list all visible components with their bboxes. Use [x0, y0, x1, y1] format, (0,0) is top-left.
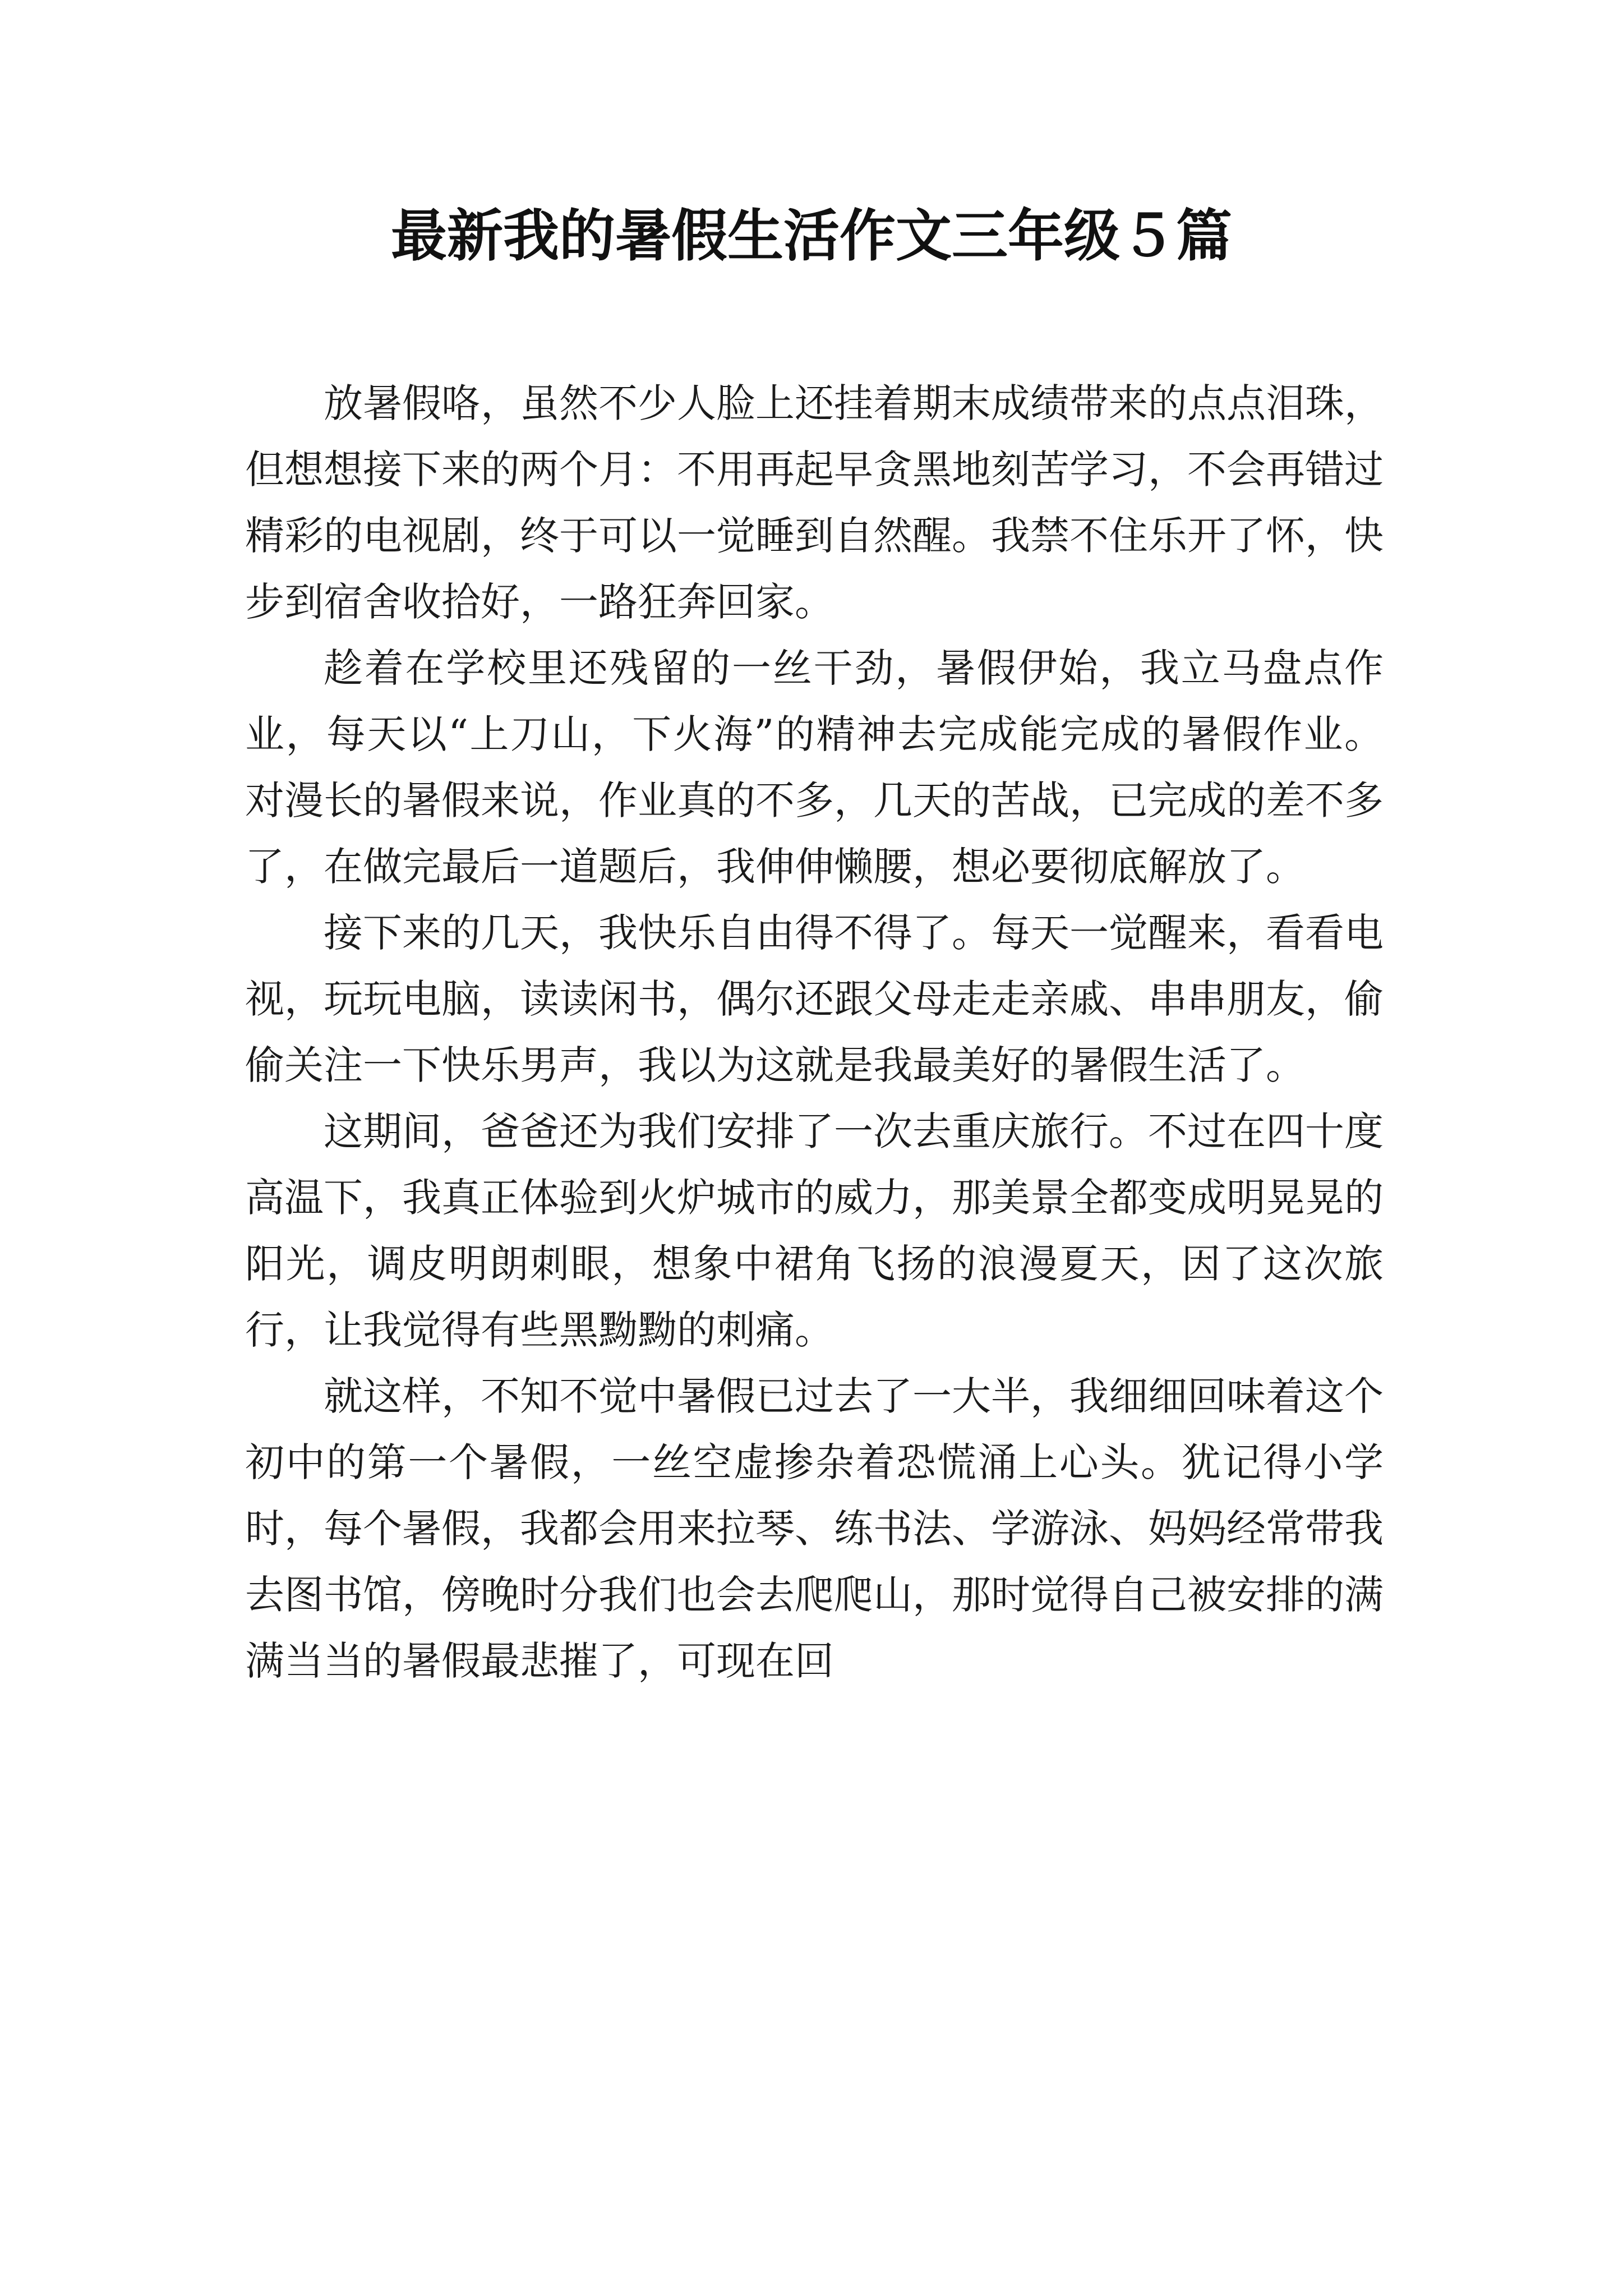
paragraph-3: 接下来的几天，我快乐自由得不得了。每天一觉醒来，看看电视，玩玩电脑，读读闲书，偶尔还跟父母走走亲戚、串串朋友，偷偷关注一下快乐男声，我以为这就是我最美好的暑假生活了。	[245, 910, 1384, 1088]
document-title: 最新我的暑假生活作文三年级５篇	[391, 203, 1232, 269]
paragraph-2: 趁着在学校里还残留的一丝干劲，暑假伊始，我立马盘点作业，每天以“上刀山，下火海”的精神去完成能完成的暑假作业。对漫长的暑假来说，作业真的不多，几天的苦战，已完成的差不多了，在做完最后一道题后，我伸伸懒腰，想必要彻底解放了。	[245, 645, 1384, 890]
paragraph-1: 放暑假咯，虽然不少人脸上还挂着期末成绩带来的点点泪珠，但想想接下来的两个月：不用再起早贪黑地刻苦学习，不会再错过精彩的电视剧，终于可以一觉睡到自然醒。我禁不住乐开了怀，快步到宿舍收拾好，一路狂奔回家。	[245, 380, 1384, 625]
document-body	[245, 370, 1384, 1694]
paragraph-4: 这期间，爸爸还为我们安排了一次去重庆旅行。不过在四十度高温下，我真正体验到火炉城市的威力，那美景全都变成明晃晃的阳光，调皮明朗刺眼，想象中裙角飞扬的浪漫夏天，因了这次旅行，让我觉得有些黑黝黝的刺痛。	[245, 1108, 1384, 1353]
paragraph-5: 就这样，不知不觉中暑假已过去了一大半，我细细回味着这个初中的第一个暑假，一丝空虚掺杂着恐慌涌上心头。犹记得小学时，每个暑假，我都会用来拉琴、练书法、学游泳、妈妈经常带我去图书馆，傍晚时分我们也会去爬爬山，那时觉得自己被安排的满满当当的暑假最悲摧了，可现在回	[245, 1373, 1384, 1684]
